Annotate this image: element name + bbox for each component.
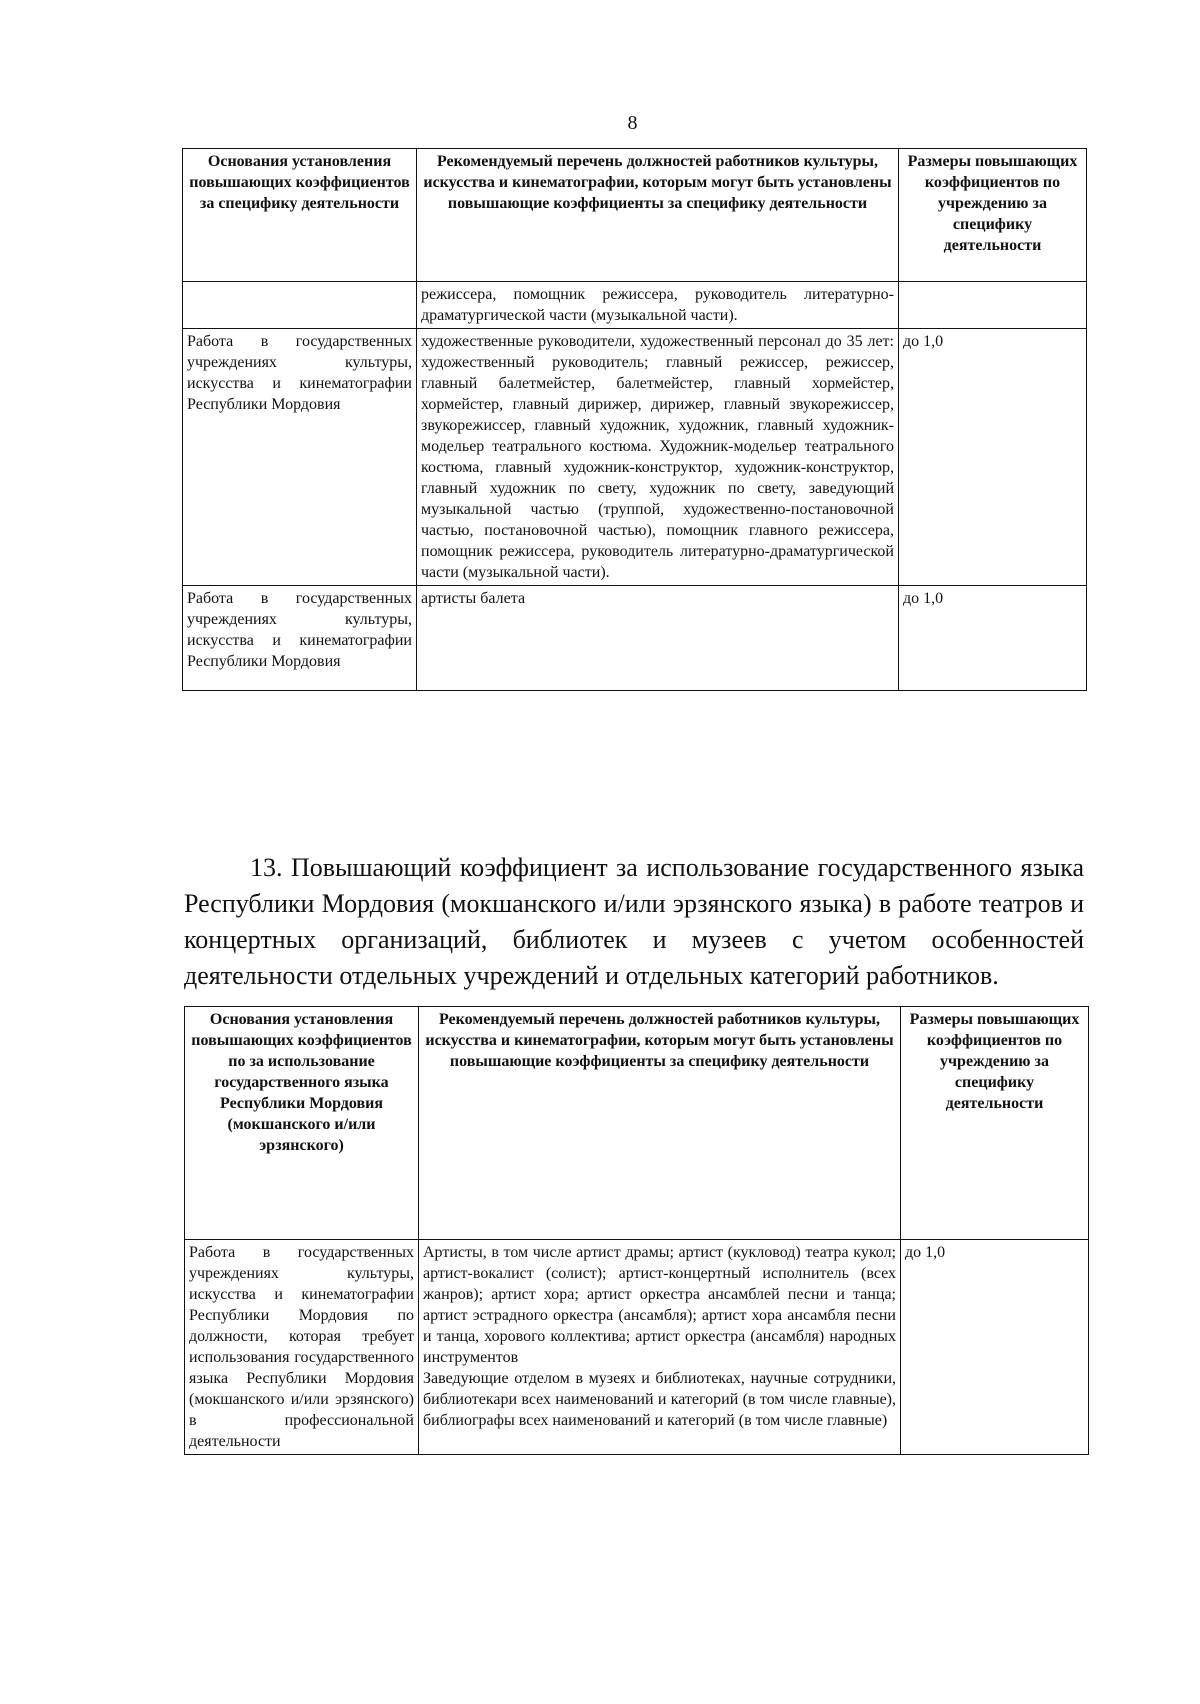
header-basis: Основания установления повышающих коэффициентов по за использование государственного языка Республики Мордовия (мокшанского и/или эрзянского)	[185, 1007, 419, 1240]
row-basis: Работа в государственных учреждениях культуры, искусства и кинематографии Республики Мордовия	[183, 329, 417, 586]
row-basis	[183, 282, 417, 329]
header-basis: Основания установления повышающих коэффициентов за специфику деятельности	[183, 149, 417, 282]
row-positions	[419, 1240, 901, 1455]
header-positions: Рекомендуемый перечень должностей работников культуры, искусства и кинематографии, которым могут быть установлены повышающие коэффициенты за специфику деятельности	[417, 149, 899, 282]
page-number: 8	[627, 112, 638, 134]
table-row	[183, 586, 1087, 691]
row-positions: режиссера, помощник режиссера, руководитель литературно-драматургической части (музыкальной части).	[417, 282, 899, 329]
row-basis: Работа в государственных учреждениях культуры, искусства и кинематографии Республики Мордовия по должности, которая требует использования государственного языка Республики Мордовия (мокшанского и/или эрзянского) в профессиональной деятельности	[185, 1240, 419, 1455]
positions-museums-libraries: Заведующие отделом в музеях и библиотеках, научные сотрудники, библиотекари всех наименований и категорий (в том числе главные), библиографы всех наименований и категорий (в том числе главные)	[423, 1370, 896, 1429]
table-row	[183, 282, 1087, 329]
row-size: до 1,0	[899, 586, 1087, 691]
row-size: до 1,0	[901, 1240, 1089, 1455]
table-header-row	[185, 1007, 1089, 1240]
coefficients-table-specifics	[182, 148, 1087, 691]
table-header-row	[183, 149, 1087, 282]
row-basis: Работа в государственных учреждениях культуры, искусства и кинематографии Республики Мордовия	[183, 586, 417, 691]
table-row	[183, 329, 1087, 586]
coefficients-table-language	[184, 1006, 1089, 1455]
row-size	[899, 282, 1087, 329]
positions-artists: Артисты, в том числе артист драмы; артист (кукловод) театра кукол; артист-вокалист (солист); артист-концертный исполнитель (всех жанров); артист хора; артист оркестра ансамблей песни и танца; артист эстрадного оркестра (ансамбля); артист хора ансамбля песни и танца, хорового коллектива; артист оркестра (ансамбля) народных инструментов	[423, 1244, 896, 1366]
row-positions: художественные руководители, художественный персонал до 35 лет: художественный руководитель; главный режиссер, режиссер, главный балетмейстер, балетмейстер, главный хормейстер, хормейстер, главный дирижер, дирижер, главный звукорежиссер, звукорежиссер, главный художник, художник, главный художник-модельер театрального костюма. Художник-модельер театрального костюма, главный художник-конструктор, художник-конструктор, главный художник по свету, художник по свету, заведующий музыкальной частью (труппой, художественно-постановочной частью, постановочной частью), помощник главного режиссера, помощник режиссера, руководитель литературно-драматургической части (музыкальной части).	[417, 329, 899, 586]
row-positions: артисты балета	[417, 586, 899, 691]
header-size: Размеры повышающих коэффициентов по учреждению за специфику деятельности	[901, 1007, 1089, 1240]
header-positions: Рекомендуемый перечень должностей работников культуры, искусства и кинематографии, которым могут быть установлены повышающие коэффициенты за специфику деятельности	[419, 1007, 901, 1240]
header-size: Размеры повышающих коэффициентов по учреждению за специфику деятельности	[899, 149, 1087, 282]
section-13-paragraph: 13. Повышающий коэффициент за использование государственного языка Республики Мордовия (мокшанского и/или эрзянского языка) в работе театров и концертных организаций, библиотек и музеев с учетом особенностей деятельности отдельных учреждений и отдельных категорий работников.	[184, 853, 1084, 990]
table-row	[185, 1240, 1089, 1455]
row-size: до 1,0	[899, 329, 1087, 586]
